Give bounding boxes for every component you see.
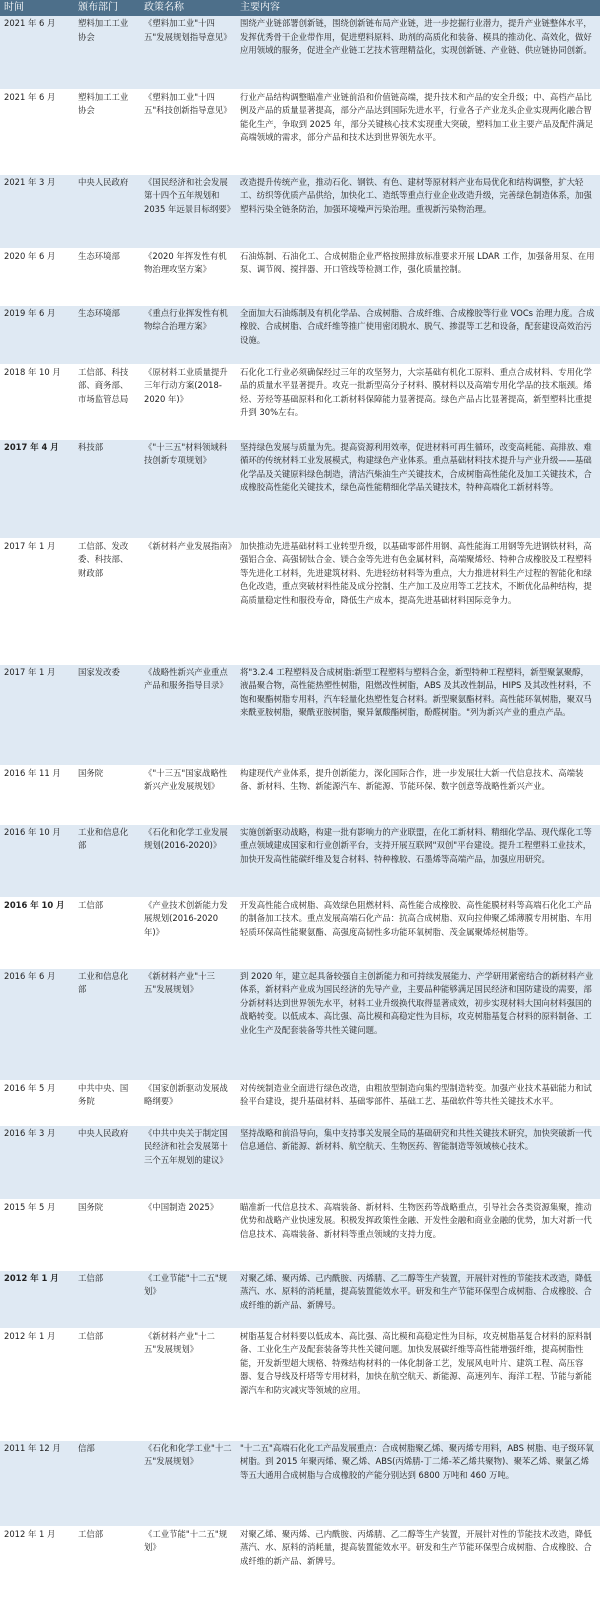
cell-policy: 《中共中央关于制定国民经济和社会发展第十三个五年规划的建议》 [140,1125,236,1199]
cell-content: 树脂基复合材料要以低成本、高比强、高比模和高稳定性为目标，攻克树脂基复合材料的原料制备、工业化生产及配套装备等共性关键问题。加快发展碳纤维等高性能增强纤维，提高树脂性能，开发新型超大规格、特殊结构材料的一体化制备工艺，发展风电叶片、建筑工程、高压容器、复合导线及杆塔等专用材料，加快在航空航天、新能源、高速列车、海洋工程、节能与新能源汽车和防灾减灾等领域的应用。 [236,1328,600,1440]
cell-time: 2018 年 10 月 [0,364,74,439]
cell-content: 实施创新驱动战略，构建一批有影响力的产业联盟，在化工新材料、精细化学品、现代煤化工等重点领域建成国家和行业创新平台，支持开展互联网"双创"平台建设。提升工程塑料工业技术，加快开发高性能碳纤维及复合材料、特种橡胶、石墨烯等高端产品，加强应用研究。 [236,824,600,897]
cell-policy: 《石化和化学工业"十二五"发展规划》 [140,1440,236,1526]
table-header-row [0,0,600,16]
cell-dept: 信部 [74,1440,140,1526]
cell-dept: 中央人民政府 [74,1125,140,1199]
table-row [0,1270,600,1328]
cell-dept: 工信部、发改委、科技部、财政部 [74,538,140,664]
cell-time: 2012 年 1 月 [0,1526,74,1597]
header-dept: 颁布部门 [74,0,140,16]
table-row [0,174,600,248]
cell-dept: 塑料加工工业协会 [74,89,140,174]
cell-dept: 生态环境部 [74,305,140,364]
cell-dept: 国家发改委 [74,664,140,765]
cell-dept: 工信部 [74,1526,140,1597]
table-row [0,765,600,824]
cell-dept: 中共中央、国务院 [74,1080,140,1125]
cell-time: 2011 年 12 月 [0,1440,74,1526]
table-row [0,1328,600,1440]
cell-time: 2016 年 11 月 [0,765,74,824]
table-row [0,824,600,897]
cell-content: 改造提升传统产业，推动石化、钢铁、有色、建材等原材料产业布局优化和结构调整，扩大轻工、纺织等优质产品供给，加快化工、造纸等重点行业企业改造升级，完善绿色制造体系，加强塑料污染全链条防治，加强环境噪声污染治理。重视新污染物治理。 [236,174,600,248]
cell-content: 开发高性能合成树脂、高效绿色阻燃材料、高性能合成橡胶、高性能膜材料等高端石化化工产品的制备加工技术。重点发展高端石化产品：抗高合成树脂、双向拉伸聚乙烯薄膜专用树脂、车用轻质环保高性能聚氨酯、高强度高韧性多功能环氧树脂、茂金属聚烯烃树脂等。 [236,897,600,968]
cell-content: 坚持绿色发展与质量为先。提高资源利用效率，促进材料可再生循环，改变高耗能、高排放、难循环的传统材料工业发展模式，构建绿色产业体系。重点基础材料技术提升与产业升级——基础化学品及关键原料绿色制造，清洁汽柴油生产关键技术，合成树脂高性能化及加工关键技术，合成橡胶高性能化关键技术，绿色高性能精细化学品关键技术，特种高端化工新材料等。 [236,439,600,538]
cell-policy: 《重点行业挥发性有机物综合治理方案》 [140,305,236,364]
table-row [0,1526,600,1597]
cell-time: 2016 年 10 月 [0,824,74,897]
cell-policy: 《"十三五"材料领域科技创新专项规划》 [140,439,236,538]
table-row [0,305,600,364]
table-row [0,1199,600,1270]
cell-content: 加快推动先进基础材料工业转型升级，以基础零部件用钢、高性能海工用钢等先进钢铁材料，高强铝合金、高强韧钛合金、镁合金等先进有色金属材料，高端聚烯烃、特种合成橡胶及工程塑料等先进化工材料，先进建筑材料、先进轻纺材料等为重点，大力推进材料生产过程的智能化和绿色化改造，重点突破材料性能及成分控制、生产加工及应用等工艺技术，不断优化品种结构，提高质量稳定性和服役寿命，降低生产成本，提高先进基础材料国际竞争力。 [236,538,600,664]
cell-policy: 《2020 年挥发性有机物治理攻坚方案》 [140,248,236,305]
cell-time: 2019 年 6 月 [0,305,74,364]
cell-policy: 《战略性新兴产业重点产品和服务指导目录》 [140,664,236,765]
cell-policy: 《工业节能"十二五"规划》 [140,1270,236,1328]
cell-content: 对传统制造业全面进行绿色改造，由粗放型制造向集约型制造转变。加强产业技术基础能力和试验平台建设，提升基础材料、基础零部件、基础工艺、基础软件等共性关键技术水平。 [236,1080,600,1125]
cell-time: 2017 年 4 月 [0,439,74,538]
cell-time: 2021 年 6 月 [0,16,74,89]
cell-policy: 《中国制造 2025》 [140,1199,236,1270]
cell-policy: 《塑料加工业"十四五"科技创新指导意见》 [140,89,236,174]
header-policy: 政策名称 [140,0,236,16]
cell-policy: 《新材料产业"十三五"发展规划》 [140,968,236,1080]
cell-time: 2016 年 5 月 [0,1080,74,1125]
cell-dept: 工业和信息化部 [74,968,140,1080]
table-row [0,364,600,439]
cell-policy: 《国民经济和社会发展第十四个五年规划和 2035 年远景目标纲要》 [140,174,236,248]
table-row [0,16,600,89]
cell-time: 2016 年 3 月 [0,1125,74,1199]
cell-dept: 生态环境部 [74,248,140,305]
header-time: 时间 [0,0,74,16]
cell-time: 2015 年 5 月 [0,1199,74,1270]
table-row [0,1440,600,1526]
cell-dept: 工信部 [74,897,140,968]
cell-content: 到 2020 年，建立起具备较强自主创新能力和可持续发展能力、产学研用紧密结合的新材料产业体系，新材料产业成为国民经济的先导产业，主要品种能够满足国民经济和国防建设的需要，部分新材料达到世界领先水平，材料工业升级换代取得显著成效，初步实现材料大国向材料强国的战略转变。以低成本、高比强、高比模和高稳定性为目标，攻克树脂基复合材料的原料制备、工业化生产及配套装备等共性关键问题。 [236,968,600,1080]
cell-content: 坚持战略和前沿导向，集中支持事关发展全局的基础研究和共性关键技术研究，加快突破新一代信息通信、新能源、新材料、航空航天、生物医药、智能制造等领域核心技术。 [236,1125,600,1199]
cell-content: 围绕产业链部署创新链，围绕创新链布局产业链，进一步挖掘行业潜力，提升产业链整体水平，发挥优秀骨干企业带作用，促进塑料原料、助剂的高质化和装备、模具的推动化、高效化，做好应用领域的服务，促进全产业链工艺技术管理精益化，实现创新链、产业链、供应链协同创新。 [236,16,600,89]
cell-dept: 科技部 [74,439,140,538]
cell-content: 瞄准新一代信息技术、高端装备、新材料、生物医药等战略重点，引导社会各类资源集聚，推动优势和战略产业快速发展。积极发挥政策性金融、开发性金融和商业金融的优势，加大对新一代信息技术、高端装备、新材料等重点领域的支持力度。 [236,1199,600,1270]
cell-time: 2016 年 10 月 [0,897,74,968]
cell-time: 2021 年 6 月 [0,89,74,174]
cell-content: 将"3.2.4 工程塑料及合成树脂:新型工程塑料与塑料合金，新型特种工程塑料，新型聚氯聚醇，液晶聚合物，高性能热塑性树脂，阻燃改性树脂，ABS 及其改性制品，HIPS 及其改性材料，不饱和聚酯树脂专用料，汽车轻量化热塑性复合材料。新型聚氨酯材料。高性能环氧树脂，聚双马来酰亚胺树脂，聚酰亚胺树脂，聚异氰酸酯树脂，酚醛树脂。"列为新兴产业的重点产品。 [236,664,600,765]
cell-content: 对聚乙烯、聚丙烯、己内酰胺、丙烯腈、乙二醇等生产装置，开展针对性的节能技术改造，降低蒸汽、水、原料的消耗量，提高装置能效水平。研发和生产节能环保型合成树脂、合成橡胶、合成纤维的新产品、新牌号。 [236,1526,600,1597]
cell-time: 2017 年 1 月 [0,538,74,664]
header-content: 主要内容 [236,0,600,16]
cell-policy: 《"十三五"国家战略性新兴产业发展规划》 [140,765,236,824]
cell-content: 全面加大石油炼制及有机化学品、合成树脂、合成纤维、合成橡胶等行业 VOCs 治理力度。合成橡胶、合成树脂、合成纤维等推广使用密闭脱水、脱气、掺混等工艺和设备，配套建设高效治污设施。 [236,305,600,364]
cell-dept: 塑料加工工业协会 [74,16,140,89]
cell-dept: 工信部 [74,1328,140,1440]
cell-policy: 《工业节能"十二五"规划》 [140,1526,236,1597]
cell-policy: 《国家创新驱动发展战略纲要》 [140,1080,236,1125]
cell-content: 对聚乙烯、聚丙烯、己内酰胺、丙烯腈、乙二醇等生产装置，开展针对性的节能技术改造，降低蒸汽、水、原料的消耗量，提高装置能效水平。研发和生产节能环保型合成树脂、合成橡胶、合成纤维的新产品、新牌号。 [236,1270,600,1328]
table-row [0,1080,600,1125]
cell-dept: 工信部、科技部、商务部、市场监管总局 [74,364,140,439]
cell-policy: 《新材料产业发展指南》 [140,538,236,664]
table-row [0,968,600,1080]
table-row [0,439,600,538]
cell-content: "十二五"高端石化化工产品发展重点：合成树脂聚乙烯、聚丙烯专用料，ABS 树脂、电子级环氧树脂。到 2015 年聚丙烯、聚乙烯、ABS(丙烯腈-丁二烯-苯乙烯共聚物)、聚苯乙烯、聚氯乙烯等五大通用合成树脂与合成橡胶的产能分别达到 6800 万吨和 460 万吨。 [236,1440,600,1526]
cell-policy: 《原材料工业质量提升三年行动方案(2018-2020 年)》 [140,364,236,439]
cell-time: 2012 年 1 月 [0,1328,74,1440]
cell-policy: 《新材料产业"十二五"发展规划》 [140,1328,236,1440]
cell-time: 2017 年 1 月 [0,664,74,765]
table-row [0,664,600,765]
cell-time: 2016 年 6 月 [0,968,74,1080]
cell-content: 石化化工行业必须确保经过三年的攻坚努力，大宗基础有机化工原料、重点合成材料、专用化学品的质量水平显著提升。攻克一批新型高分子材料、膜材料以及高端专用化学品的技术瓶颈。烯烃、芳烃等基础原料和化工新材料保障能力显著提高。绿色产品占比显著提高，新型塑料比重提升到 30%左右。 [236,364,600,439]
cell-policy: 《产业技术创新能力发展规划(2016-2020 年)》 [140,897,236,968]
cell-dept: 国务院 [74,765,140,824]
cell-dept: 国务院 [74,1199,140,1270]
cell-content: 行业产品结构调整瞄准产业链前沿和价值链高端，提升技术和产品的安全升级；中、高档产品比例及产品的质量显著提高，部分产品达到国际先进水平，行业各子产业龙头企业实现两化融合智能化生产，争取到 2025 年，部分关键核心技术实现重大突破，塑料加工业主要产品及配件满足高端领域的需求，部分产品和技术达到世界领先水平。 [236,89,600,174]
cell-policy: 《石化和化学工业发展规划(2016-2020)》 [140,824,236,897]
cell-time: 2012 年 1 月 [0,1270,74,1328]
cell-content: 石油炼制、石油化工、合成树脂企业严格按照排放标准要求开展 LDAR 工作，加强备用泵、在用泵、调节阀、搅拌器、开口管线等检测工作，强化质量控制。 [236,248,600,305]
cell-dept: 工信部 [74,1270,140,1328]
cell-dept: 工业和信息化部 [74,824,140,897]
cell-policy: 《塑料加工业"十四五"发展规划指导意见》 [140,16,236,89]
cell-time: 2021 年 3 月 [0,174,74,248]
table-row [0,897,600,968]
table-row [0,1125,600,1199]
table-row [0,538,600,664]
cell-time: 2020 年 6 月 [0,248,74,305]
cell-dept: 中央人民政府 [74,174,140,248]
table-row [0,89,600,174]
cell-content: 构建现代产业体系，提升创新能力，深化国际合作，进一步发展壮大新一代信息技术、高端装备、新材料、生物、新能源汽车、新能源、节能环保、数字创意等战略性新兴产业。 [236,765,600,824]
table-row [0,248,600,305]
